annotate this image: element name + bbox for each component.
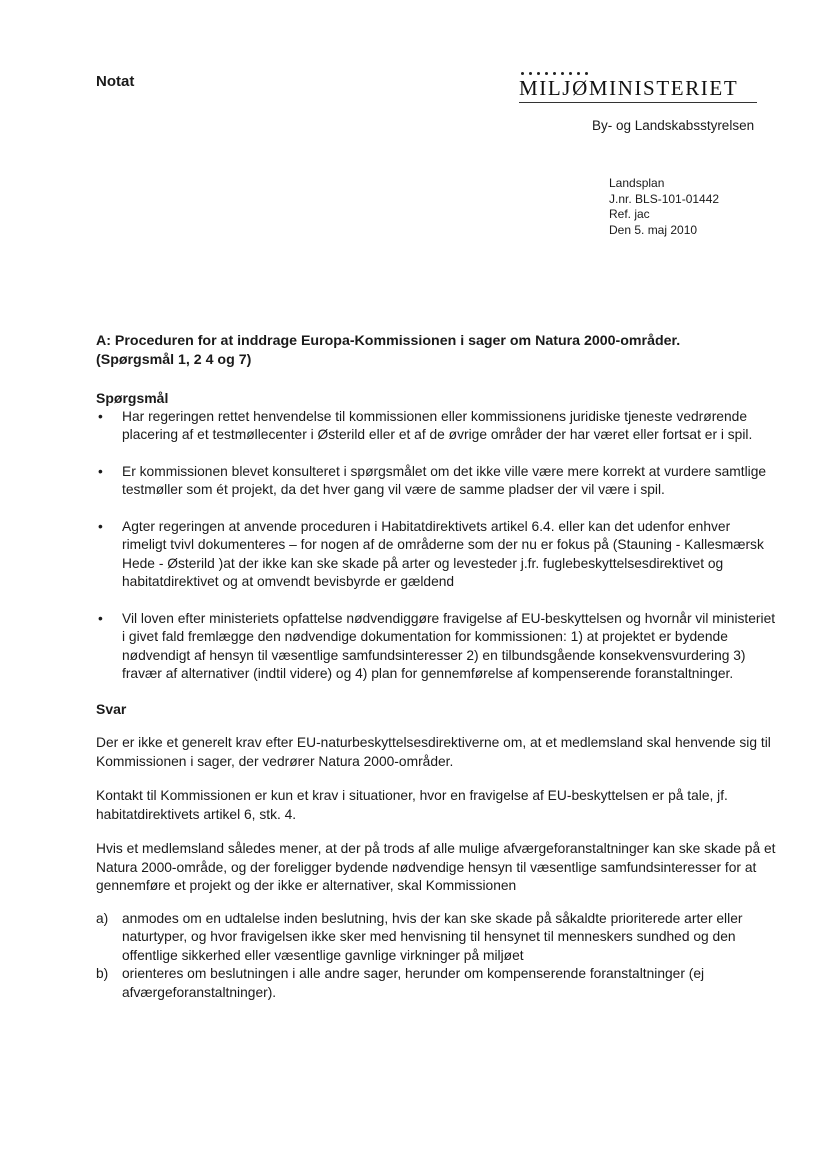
logo-underline: [519, 102, 757, 103]
list-item: [96, 463, 776, 500]
agency-name: By- og Landskabsstyrelsen: [592, 118, 755, 133]
question-text: Vil loven efter ministeriets opfattelse nødvendiggøre fravigelse af EU-beskyttelsen og hvornår vil ministeriet i givet fald fremlægge den nødvendige dokumentation for kommissionen: 1) at projektet er bydende nødvendigt af hensyn til væsentlige samfundsinteresser 2) en tilbundsgående konsekvensvurdering 3) fravær af alternativer (indtil videre) og 4) plan for gennemførelse af kompenserende foranstaltninger.: [122, 610, 776, 681]
bullet: •: [98, 408, 103, 424]
section-heading: A: Proceduren for at inddrage Europa-Kommissionen i sager om Natura 2000-områder.: [96, 333, 681, 349]
question-text: Agter regeringen at anvende proceduren i Habitatdirektivets artikel 6.4. eller kan det udenfor enhver rimeligt tvivl dokumenteres – for nogen af de områderne som der nu er fokus på (Stauning - Kallesmærsk Hede - Østerild )at der ikke kan ske skade på arter og levesteder j.fr. fuglebeskyttelsesdirektivet og habitatdirektivet og at omvendt bevisbyrde er gældend: [122, 518, 764, 589]
question-text: Har regeringen rettet henvendelse til kommissionen eller kommissionens juridiske tjeneste vedrørende placering af et testmøllecenter i Østerild eller et af de øvrige områder der har været eller fortsat er i spil.: [122, 408, 753, 442]
list-marker: a): [96, 910, 109, 926]
meta-date: Den 5. maj 2010: [609, 222, 698, 237]
section-heading-questions-ref: (Spørgsmål 1, 2 4 og 7): [96, 352, 252, 368]
bullet: •: [98, 518, 103, 534]
list-item: [96, 910, 776, 966]
meta-reference: Ref. jac: [609, 207, 650, 221]
document-body: [96, 332, 776, 1002]
ministry-logo: MILJØMINISTERIET: [519, 76, 739, 100]
list-item: [96, 518, 776, 592]
list-item: [96, 965, 776, 1002]
lettered-list: [96, 910, 776, 1003]
question-text: Er kommissionen blevet konsulteret i spørgsmålet om det ikke ville være mere korrekt at vurdere samtlige testmøller som ét projekt, da det hver gang vil være de samme pladser der vil være i spil.: [122, 463, 767, 497]
answer-paragraph: Kontakt til Kommissionen er kun et krav i situationer, hvor en fravigelse af EU-beskyttelsen er på tale, jf. habitatdirektivets artikel 6, stk. 4.: [96, 788, 728, 822]
list-item: [96, 610, 776, 684]
questions-heading: Spørgsmål: [96, 390, 169, 406]
bullet: •: [98, 463, 103, 479]
meta-office: Landsplan: [609, 176, 665, 190]
answer-heading: Svar: [96, 700, 127, 717]
answer-paragraph: Hvis et medlemsland således mener, at der på trods af alle mulige afværgeforanstaltninger kan ske skade på et Natura 2000-område, og der foreligger bydende nødvendige hensyn til væsentlige samfundsinteresser for at gennemføre et projekt og der ikke er alternativer, skal Kommissionen: [96, 841, 776, 893]
list-item-text: orienteres om beslutningen i alle andre sager, herunder om kompenserende foranstaltninger (ej afværgeforanstaltninger).: [122, 966, 705, 1000]
list-item-text: anmodes om en udtalelse inden beslutning, hvis der kan ske skade på såkaldte prioriterede arter eller naturtyper, og hvor fravigelsen ikke sker med henvisning til hensynet til menneskers sundhed og den offentlige sikkerhed eller væsentlige gavnlige virkninger på miljøet: [122, 910, 743, 963]
list-marker: b): [96, 966, 109, 981]
meta-journal-number: J.nr. BLS-101-01442: [609, 191, 720, 206]
document-type-label: Notat: [96, 73, 135, 90]
ministry-logo-dots: [521, 62, 596, 68]
answer-paragraph: Der er ikke et generelt krav efter EU-naturbeskyttelsesdirektiverne om, at et medlemsland skal henvende sig til Kommissionen i sager, der vedrører Natura 2000-områder.: [96, 735, 771, 769]
questions-list: [96, 408, 776, 684]
document-metadata: [609, 176, 719, 238]
bullet: •: [98, 610, 103, 626]
list-item: [96, 408, 776, 445]
